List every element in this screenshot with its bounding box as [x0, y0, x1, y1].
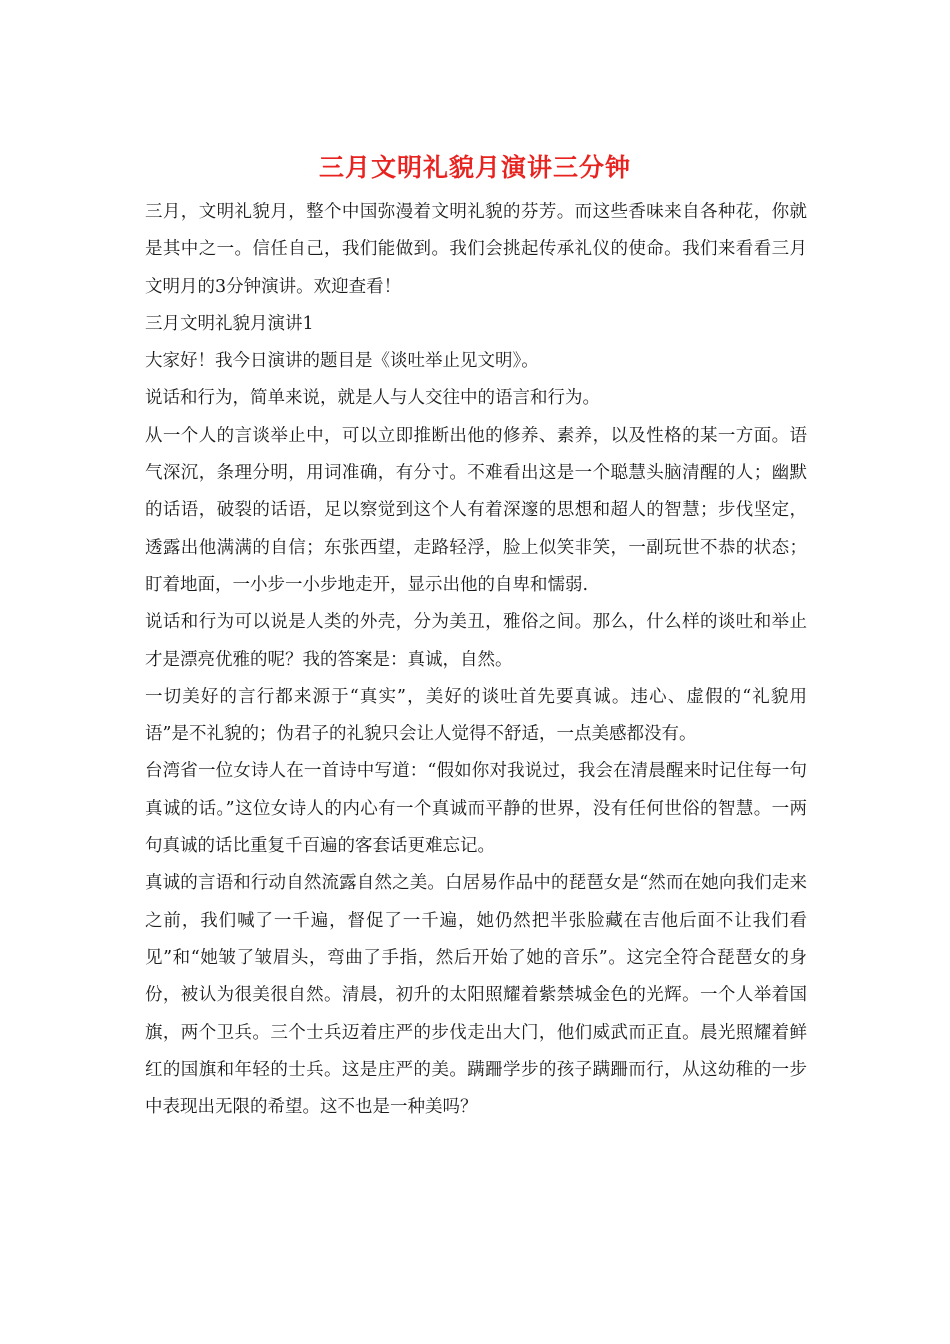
document-title: 三月文明礼貌月演讲三分钟: [318, 153, 631, 182]
body-paragraph: 一切美好的言行都来源于“真实”，美好的谈吐首先要真诚。违心、虚假的“礼貌用语”是不礼貌的；伪君子的礼貌只会让人觉得不舒适，一点美感都没有。: [145, 686, 807, 745]
body-paragraph: 从一个人的言谈举止中，可以立即推断出他的修养、素养，以及性格的某一方面。语气深沉，条理分明，用词准确，有分寸。不难看出这是一个聪慧头脑清醒的人；幽默的话语，破裂的话语，足以察觉到这个人有着深邃的思想和超人的智慧；步伐坚定，透露出他满满的自信；东张西望，走路轻浮，脸上似笑非笑，一副玩世不恭的状态；盯着地面，一小步一小步地走开，显示出他的自卑和懦弱.: [145, 425, 807, 595]
body-paragraph: 说话和行为可以说是人类的外壳，分为美丑，雅俗之间。那么，什么样的谈吐和举止才是漂亮优雅的呢？我的答案是：真诚，自然。: [145, 612, 807, 670]
intro-paragraph: 三月，文明礼貌月，整个中国弥漫着文明礼貌的芬芳。而这些香味来自各种花，你就是其中之一。信任自己，我们能做到。我们会挑起传承礼仪的使命。我们来看看三月文明月的3分钟演讲。欢迎查看！: [145, 202, 807, 297]
body-paragraph: 说话和行为，简单来说，就是人与人交往中的语言和行为。: [145, 388, 600, 409]
greeting-paragraph: 大家好！我今日演讲的题目是《谈吐举止见文明》。: [145, 351, 539, 372]
document-body: [145, 194, 807, 1126]
body-paragraph: 台湾省一位女诗人在一首诗中写道：“假如你对我说过，我会在清晨醒来时记住每一句真诚的话。”这位女诗人的内心有一个真诚而平静的世界，没有任何世俗的智慧。一两句真诚的话比重复千百遍的客套话更难忘记。: [145, 761, 807, 857]
section-heading: 三月文明礼貌月演讲1: [145, 313, 314, 334]
body-paragraph: 真诚的言语和行动自然流露自然之美。白居易作品中的琵琶女是“然而在她向我们走来之前，我们喊了一千遍，督促了一千遍，她仍然把半张脸藏在吉他后面不让我们看见”和“她皱了皱眉头，弯曲了手指，然后开始了她的音乐”。这完全符合琵琶女的身份，被认为很美很自然。清晨，初升的太阳照耀着紫禁城金色的光辉。一个人举着国旗，两个卫兵。三个士兵迈着庄严的步伐走出大门，他们威武而正直。晨光照耀着鲜红的国旗和年轻的士兵。这是庄严的美。蹒跚学步的孩子蹒跚而行，从这幼稚的一步中表现出无限的希望。这不也是一种美吗？: [145, 873, 807, 1118]
